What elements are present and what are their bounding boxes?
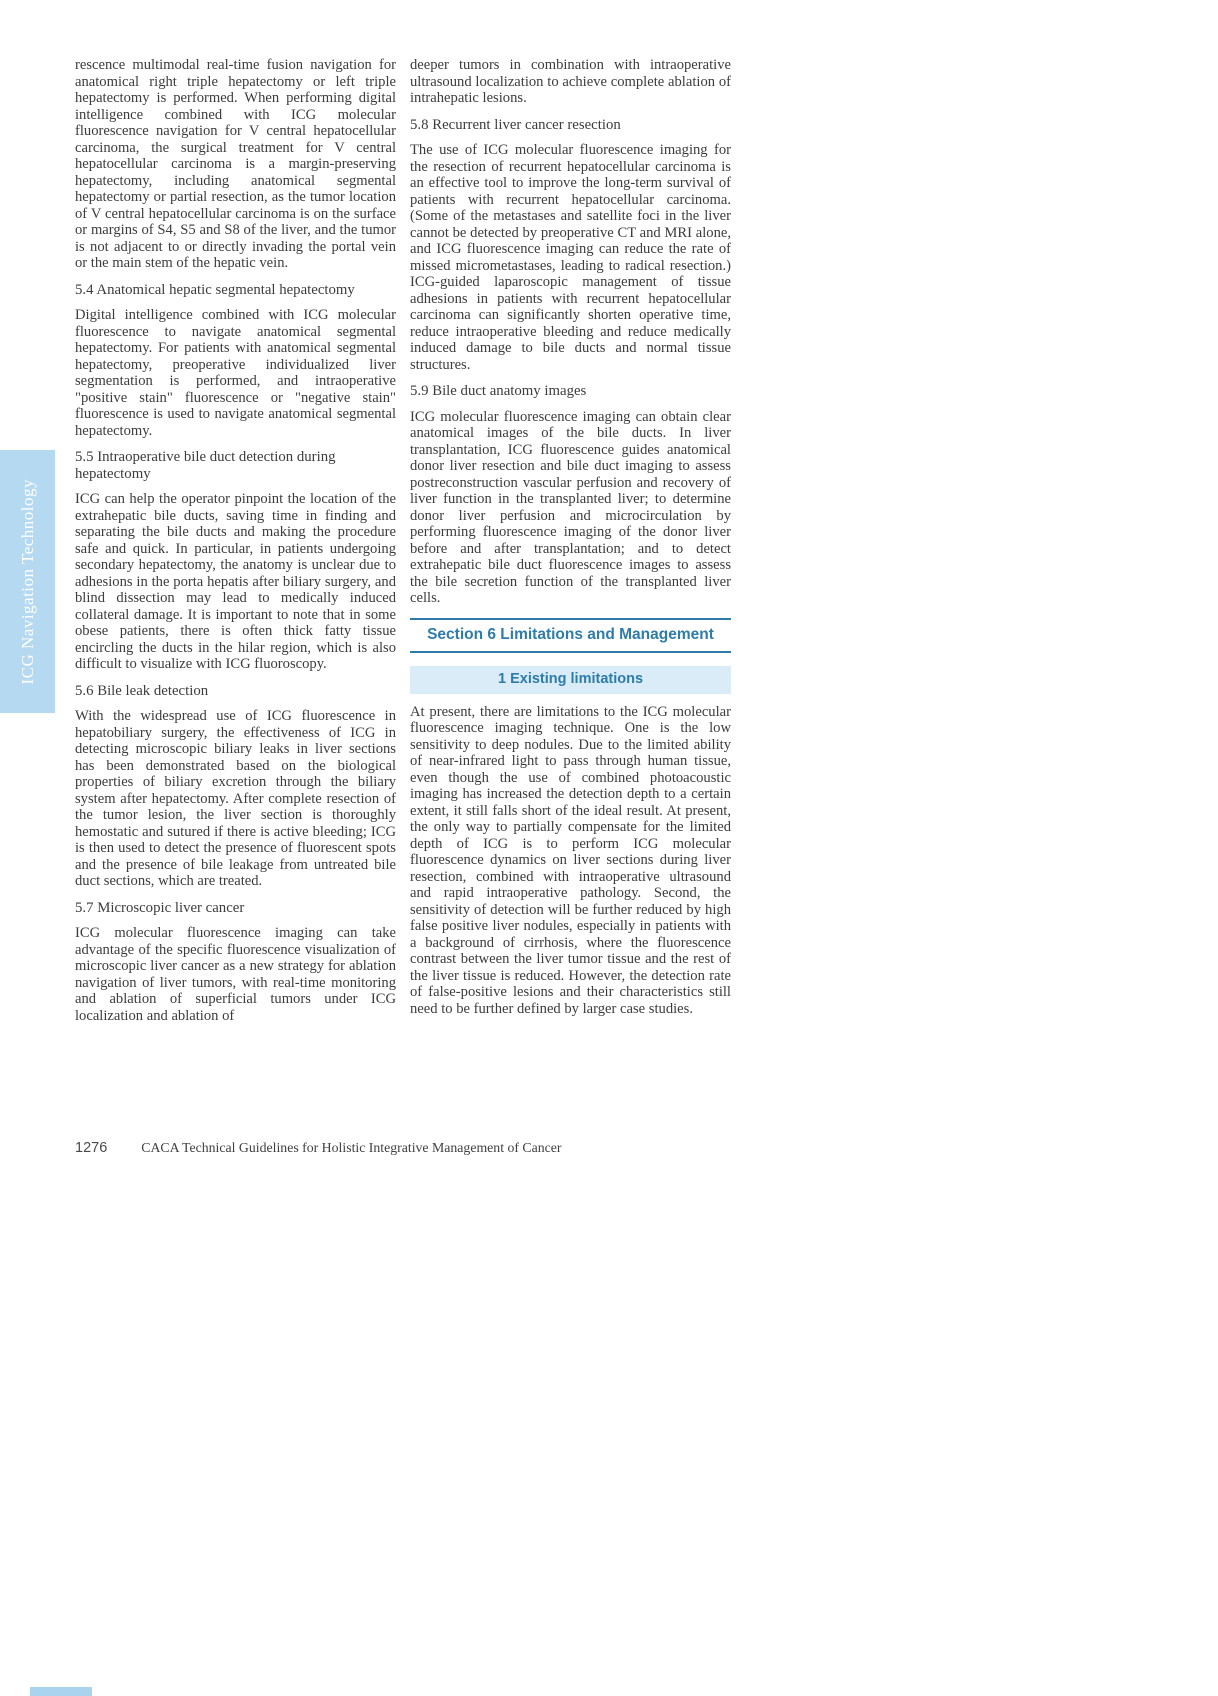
- paragraph-5-7: ICG molecular fluorescence imaging can take advantage of the specific fluorescence visualization of microscopic liver cancer as a new strategy for ablation navigation of liver tumors, with real-time monitoring and ablation of superficial tumors under ICG localization and ablation of: [75, 925, 396, 1024]
- heading-5-9: 5.9 Bile duct anatomy images: [410, 383, 587, 399]
- page-number: 1276: [75, 1140, 108, 1156]
- right-column: [410, 57, 731, 1026]
- paragraph-5-9: ICG molecular fluorescence imaging can obtain clear anatomical images of the bile ducts. In liver transplantation, ICG fluorescence guides anatomical donor liver resection and bile duct imaging to assess postreconstruction vascular perfusion and recovery of liver function in the transplanted liver; to determine donor liver perfusion and microcirculation by performing fluorescence imaging of the donor liver before and after transplantation; and to detect extrahepatic bile duct fluorescence images to assess the bile secretion function of the transplanted liver cells.: [410, 408, 731, 606]
- heading-5-6: 5.6 Bile leak detection: [75, 682, 209, 699]
- paragraph-5-8: The use of ICG molecular fluorescence imaging for the resection of recurrent hepatocellular carcinoma is an effective tool to improve the long-term survival of patients with recurrent hepatocellular carcinoma. (Some of the metastases and satellite foci in the liver cannot be detected by preoperative CT and MRI alone, and ICG fluorescence imaging can reduce the rate of missed micrometastases, leading to radical resection.) ICG-guided laparoscopic management of tissue adhesions in patients with recurrent hepatocellular carcinoma can significantly shorten operative time, reduce intraoperative bleeding and reduce medically induced damage to bile ducts and normal tissue structures.: [410, 142, 731, 373]
- paragraph-5-5: ICG can help the operator pinpoint the location of the extrahepatic bile ducts, saving time in finding and separating the bile ducts and making the procedure safe and quick. In particular, in patients undergoing secondary hepatectomy, the anatomy is unclear due to adhesions in the porta hepatis after biliary surgery, and blind dissection may lead to medically induced collateral damage. It is important to note that in some obese patients, there is often thick fatty tissue encircling the ducts in the hilar region, which is also difficult to visualize with ICG fluoroscopy.: [75, 491, 396, 672]
- paragraph-5-6: With the widespread use of ICG fluorescence in hepatobiliary surgery, the effectiveness of ICG in detecting microscopic biliary leaks in liver sections has been demonstrated based on the biological properties of biliary excretion through the biliary system after hepatectomy. After complete resection of the tumor lesion, the liver section is thoroughly hemostatic and sutured if there is active bleeding; ICG is then used to detect the presence of fluorescent spots and the presence of bile leakage from untreated bile duct sections, which are treated.: [75, 708, 396, 889]
- page-footer: [75, 1139, 795, 1157]
- heading-5-7: 5.7 Microscopic liver cancer: [75, 899, 245, 916]
- section-6-header: Section 6 Limitations and Management: [410, 618, 731, 654]
- chapter-sidebar-tab: [0, 450, 55, 713]
- chapter-label: ICG Navigation Technology: [17, 478, 37, 685]
- paragraph-5-7-continuation: deeper tumors in combination with intraoperative ultrasound localization to achieve complete ablation of intrahepatic lesions.: [410, 57, 731, 106]
- heading-5-8: 5.8 Recurrent liver cancer resection: [410, 116, 621, 133]
- bottom-left-accent-strip: [30, 1687, 92, 1696]
- left-column: [75, 57, 396, 1033]
- paragraph-5-4: Digital intelligence combined with ICG molecular fluorescence to navigate anatomical segmental hepatectomy. For patients with anatomical segmental hepatectomy, preoperative individualized liver segmentation is performed, and intraoperative "positive stain" fluorescence or "negative stain" fluorescence is used to navigate anatomical segmental hepatectomy.: [75, 307, 396, 439]
- heading-5-4: 5.4 Anatomical hepatic segmental hepatectomy: [75, 281, 355, 298]
- paragraph-continuation: rescence multimodal real-time fusion navigation for anatomical right triple hepatectomy or left triple hepatectomy is performed. When performing digital intelligence combined with ICG molecular fluorescence navigation for V central hepatocellular carcinoma, the surgical treatment for V central hepatocellular carcinoma is a margin-preserving hepatectomy, including anatomical segmental hepatectomy or partial resection, as the tumor location of V central hepatocellular carcinoma is on the surface or margins of S4, S5 and S8 of the liver, and the tumor is not adjacent to or directly invading the portal vein or the main stem of the hepatic vein.: [75, 57, 396, 271]
- subsection-1-existing-limitations-header: 1 Existing limitations: [410, 666, 731, 694]
- heading-5-5: 5.5 Intraoperative bile duct detection during hepatectomy: [75, 449, 336, 482]
- paragraph-existing-limitations: At present, there are limitations to the ICG molecular fluorescence imaging technique. One is the low sensitivity to deep nodules. Due to the limited ability of near-infrared light to pass through human tissue, even though the use of combined photoacoustic imaging has increased the detection depth to a certain extent, it still falls short of the ideal result. At present, the only way to partially compensate for the limited depth of ICG is to perform ICG molecular fluorescence dynamics on liver sections during liver resection, combined with intraoperative ultrasound and rapid intraoperative pathology. Second, the sensitivity of detection will be further reduced by high false positive liver nodules, especially in patients with a background of cirrhosis, where the fluorescence contrast between the liver tumor tissue and the rest of the liver tissue is reduced. However, the detection rate of false-positive lesions and their characteristics still need to be further defined by larger case studies.: [410, 703, 731, 1017]
- running-title: CACA Technical Guidelines for Holistic Integrative Management of Cancer: [141, 1140, 562, 1155]
